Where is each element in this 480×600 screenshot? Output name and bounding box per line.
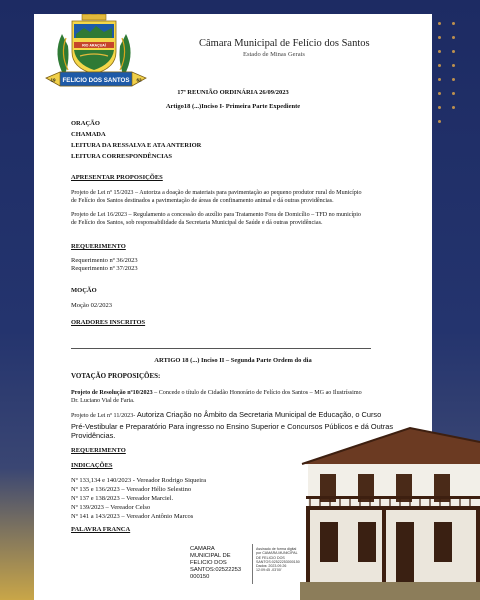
oradores-heading: ORADORES INSCRITOS [71,319,146,326]
mocao-heading: MOÇÃO [71,287,97,294]
signature-divider [252,544,253,584]
resolucao-line2: Dr. Luciano Vial de Faria. [71,398,135,405]
signature-line: MUNICIPAL DE [190,553,231,559]
agenda-item-correspondencias: LEITURA CORRESPONDÊNCIAS [71,153,172,160]
part-one-title: Artigo18 (...)Inciso I- Primeira Parte Expediente [165,103,301,110]
proposicao-line: Projeto de Lei nº 15/2023 – Autoriza a doação de materiais para pavimentação ao pequeno produtor rural do Município [71,190,362,196]
signature-detail-line: DE FELICIO DOS [256,555,285,560]
decorative-dot [438,78,441,81]
signature-detail-line: 12:09:45 -03'00' [256,568,282,573]
signature-line: FELICIO DOS [190,560,227,566]
projeto-lei-text: Autoriza Criação no Âmbito da Secretaria Municipal de Educação, o Curso [136,410,382,419]
signature-line: SANTOS:02522253 [190,567,242,573]
municipal-seal-icon [40,14,152,94]
decorative-dot [452,64,455,67]
resolucao-item [71,389,399,406]
signature-line: CAMARA [190,546,215,552]
signature-detail-line: por CAMARA MUNICIPAL [256,551,298,556]
decorative-dot [452,36,455,39]
indicacao-item: Nº 141 a 143/2023 – Vereador Antônio Marcos [71,513,194,520]
mocao-item: Moção 02/2023 [71,302,112,309]
proposicao-item [71,189,399,206]
decorative-dot [452,92,455,95]
signature-line: 000150 [190,574,210,580]
signature-detail-line: Assinado de forma digital [256,547,297,551]
decorative-dot [438,106,441,109]
resolucao-label: Projeto de Resolução nº10/2023 [71,390,153,396]
digital-signature-name [190,546,250,581]
resolucao-text: – Concede o título de Cidadão Honorário de Felício dos Santos – MG ao Ilustríssimo [152,390,362,396]
projeto-lei-line3: Providências. [71,431,116,441]
part-two-title: ARTIGO 18 (...) Inciso II – Segunda Parte Ordem do dia [154,357,312,364]
signature-detail-line: SANTOS:02522253000150 [256,559,300,564]
agenda-item-leitura-ata: LEITURA DA RESSALVA E ATA ANTERIOR [71,142,202,149]
state-subtitle: Estado de Minas Gerais [243,51,305,58]
section-divider [71,348,371,349]
decorative-dot [452,50,455,53]
indicacoes-heading: INDICAÇÕES [71,462,113,469]
indicacao-item: Nº 137 e 138/2023 – Vereador Marciel. [71,495,174,502]
decorative-dot [452,22,455,25]
agenda-item-oracao: ORAÇÃO [71,120,100,127]
projeto-lei-prefix: Projeto de Lei nº 11/2023- [71,413,137,419]
proposicoes-heading: APRESENTAR PROPOSIÇÕES [71,174,163,181]
indicacao-item: Nº 139/2023 – Vereador Celso [71,504,151,511]
decorative-dot [452,106,455,109]
decorative-dot [438,64,441,67]
proposicao-line: Projeto de Lei 16/2023 – Regulamento a concessão do auxílio para Tratamento Fora de Domicílio – TFD no município [71,212,361,218]
signature-detail-line: Dados: 2023.09.26 [256,564,287,569]
decorative-dot [452,78,455,81]
seal-shield-text: RIO ARAÇUAÍ [82,43,106,48]
decorative-dot [438,22,441,25]
palavra-franca-heading: PALAVRA FRANCA [71,526,131,533]
decorative-dot [438,36,441,39]
requerimento-heading: REQUERIMENTO [71,243,126,250]
chamber-title: Câmara Municipal de Felício dos Santos [199,38,370,49]
requerimento-item: Requerimento nº 37/2023 [71,265,138,272]
requerimento-2-heading: REQUERIMENTO [71,447,126,454]
votacao-heading: VOTAÇÃO PROPOSIÇÕES: [71,372,161,380]
indicacao-item: Nº 135 e 136/2023 – Vereador Hélio Selestino [71,486,192,493]
proposicao-item [71,211,399,228]
decorative-dot [438,92,441,95]
proposicao-line: de Felício dos Santos destinados a pavimentação de áreas de confinamento animal e dá outras providências. [71,198,334,205]
proposicao-line: de Felício dos Santos, sob responsabilidade da Secretaria Municipal de Saúde e dá outras providências. [71,220,323,227]
seal-banner-text: FELICIO DOS SANTOS [62,77,130,84]
decorative-dot [438,50,441,53]
requerimento-item: Requerimento nº 36/2023 [71,257,138,264]
agenda-item-chamada: CHAMADA [71,131,106,138]
seal-year-left: 19 [50,77,56,83]
projeto-lei-line2: Pré-Vestibular e Preparatório Para ingresso no Ensino Superior e Concursos Públicos e dá Outras [71,421,394,431]
decorative-dot [438,120,441,123]
seal-year-right: 62 [136,77,142,83]
indicacao-item: Nº 133,134 e 140/2023 - Vereador Rodrigo Siqueira [71,477,207,484]
meeting-title: 17ª REUNIÃO ORDINÁRIA 26/09/2023 [177,89,289,96]
chamber-building-photo [300,422,480,600]
